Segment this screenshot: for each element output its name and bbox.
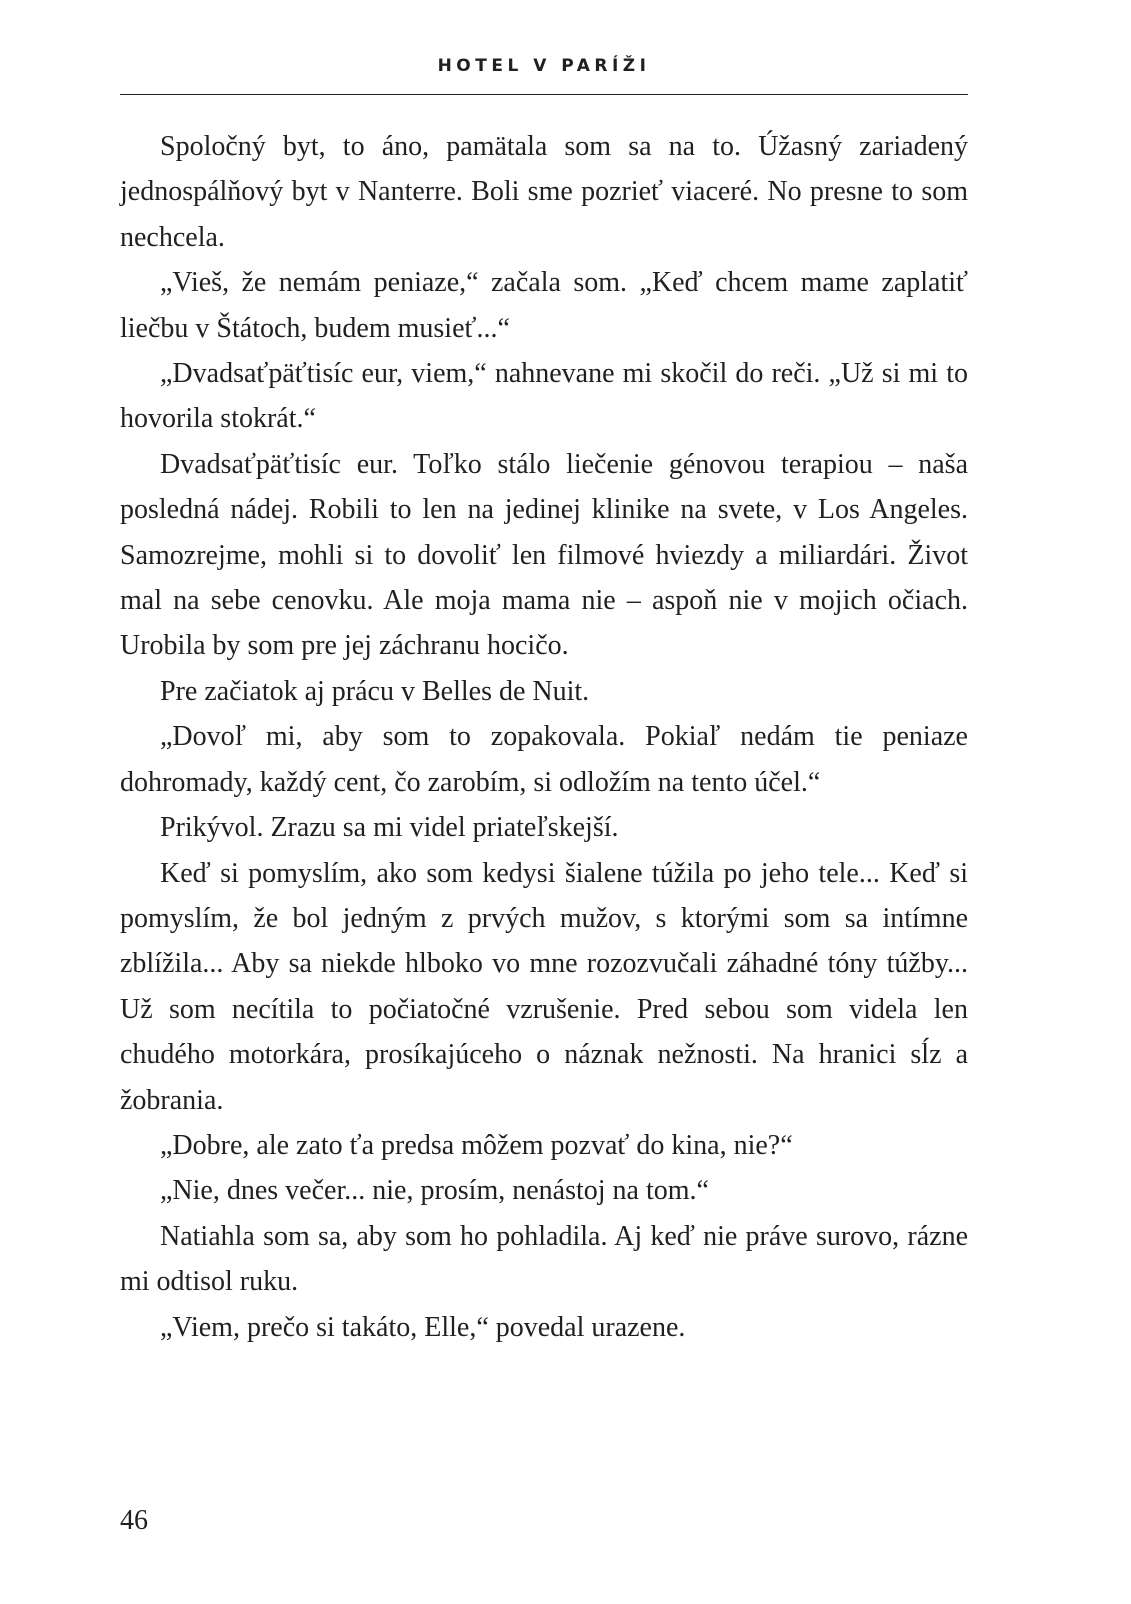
paragraph: „Viem, prečo si takáto, Elle,“ povedal urazene. <box>160 1311 686 1343</box>
paragraph: „Dvadsaťpäťtisíc eur, viem,“ nahnevane mi skočil do reči. „Už si mi to hovorila stokrát.“ <box>120 358 968 435</box>
running-head: HOTEL V PARÍŽI <box>437 56 651 76</box>
paragraph: Dvadsaťpäťtisíc eur. Toľko stálo liečenie génovou terapiou – naša posledná nádej. Robili to len na jedinej klinike na svete, v Los Angeles. Samozrejme, mohli si to dovoliť len filmové hviezdy a miliardári. Život mal na sebe cenovku. Ale moja mama nie – aspoň nie v mojich očiach. Urobila by som pre jej záchranu hocičo. <box>120 448 968 662</box>
paragraph: Pre začiatok aj prácu v Belles de Nuit. <box>160 675 590 707</box>
paragraph: „Dovoľ mi, aby som to zopakovala. Pokiaľ nedám tie peniaze dohromady, každý cent, čo zarobím, si odložím na tento účel.“ <box>120 721 968 798</box>
paragraph: „Dobre, ale zato ťa predsa môžem pozvať do kina, nie?“ <box>160 1129 793 1161</box>
paragraph: Natiahla som sa, aby som ho pohladila. Aj keď nie práve surovo, rázne mi odtisol ruku. <box>120 1220 968 1298</box>
page-number: 46 <box>120 1505 148 1536</box>
paragraph: Spoločný byt, to áno, pamätala som sa na to. Úžasný zariadený jednospálňový byt v Nanterre. Boli sme pozrieť viaceré. No presne to som nechcela. <box>120 131 968 253</box>
paragraph: „Nie, dnes večer... nie, prosím, nenástoj na tom.“ <box>160 1175 709 1207</box>
header-rule <box>120 94 968 95</box>
paragraph: Prikývol. Zrazu sa mi videl priateľskejší. <box>160 812 619 844</box>
body-text <box>120 124 968 1350</box>
paragraph: Keď si pomyslím, ako som kedysi šialene túžila po jeho tele... Keď si pomyslím, že bol jedným z prvých mužov, s ktorými som sa intímne zblížila... Aby sa niekde hlboko vo mne rozozvučali záhadné tóny túžby... Už som necítila to počiatočné vzrušenie. Pred sebou som videla len chudého motorkára, prosíkajúceho o náznak nežnosti. Na hranici sĺz a žobrania. <box>120 857 968 1116</box>
paragraph: „Vieš, že nemám peniaze,“ začala som. „Keď chcem mame zaplatiť liečbu v Štátoch, budem musieť...“ <box>120 267 968 344</box>
